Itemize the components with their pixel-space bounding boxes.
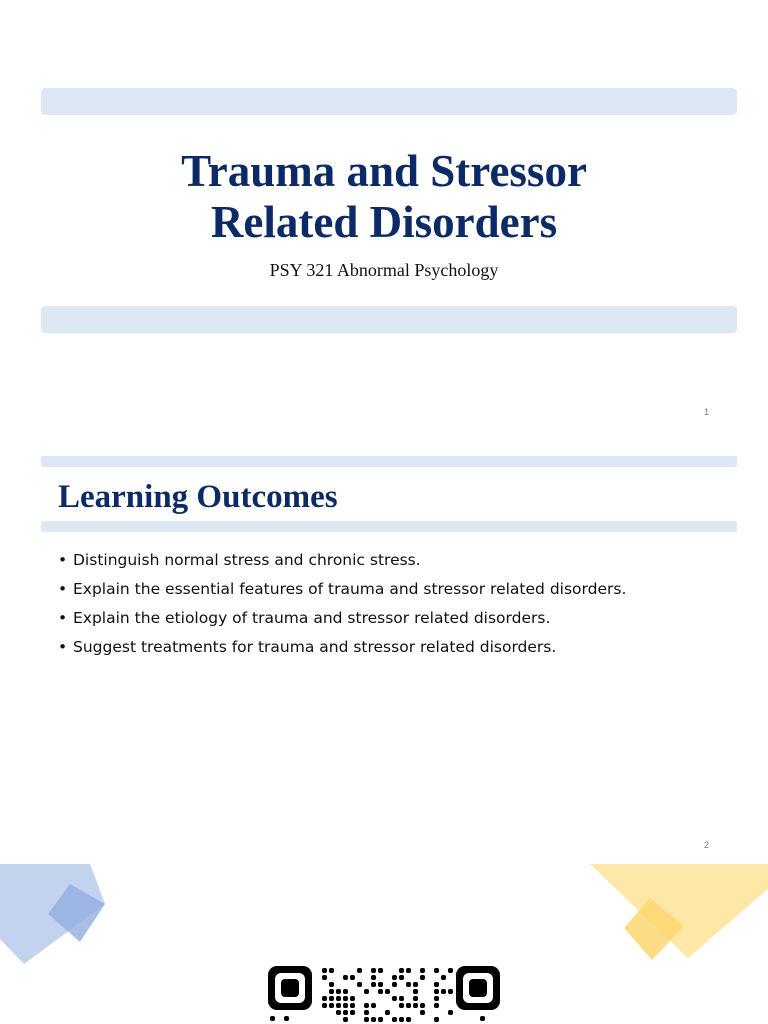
list-item-text: Explain the essential features of trauma and stressor related disorders.: [73, 580, 627, 598]
list-item: • Explain the etiology of trauma and stressor related disorders.: [58, 609, 551, 627]
top-accent-band: [41, 88, 737, 115]
slide-title-line-1: Trauma and Stressor: [181, 146, 587, 196]
list-item-text: Distinguish normal stress and chronic stress.: [73, 551, 421, 569]
slide-title: [0, 146, 768, 248]
slide-heading: Learning Outcomes: [58, 479, 338, 515]
list-item: • Distinguish normal stress and chronic stress.: [58, 551, 421, 569]
slide-title-line-2: Related Disorders: [210, 197, 558, 247]
title-slide: [0, 0, 768, 432]
slide-subtitle: PSY 321 Abnormal Psychology: [269, 260, 499, 280]
outcomes-list: [58, 550, 626, 666]
list-item-text: Suggest treatments for trauma and stressor related disorders.: [73, 638, 557, 656]
heading-top-band: [41, 456, 737, 467]
page-number: 2: [703, 840, 709, 850]
list-item: • Suggest treatments for trauma and stressor related disorders.: [58, 638, 557, 656]
bottom-accent-band: [41, 306, 737, 333]
list-item: • Explain the essential features of trauma and stressor related disorders.: [58, 580, 627, 598]
learning-outcomes-slide: [0, 432, 768, 864]
right-triangle-shape: [590, 864, 768, 958]
heading-bottom-band: [41, 521, 737, 532]
page-number: 1: [703, 407, 709, 417]
qr-code-icon: [266, 964, 502, 1024]
list-item-text: Explain the etiology of trauma and stressor related disorders.: [73, 609, 551, 627]
